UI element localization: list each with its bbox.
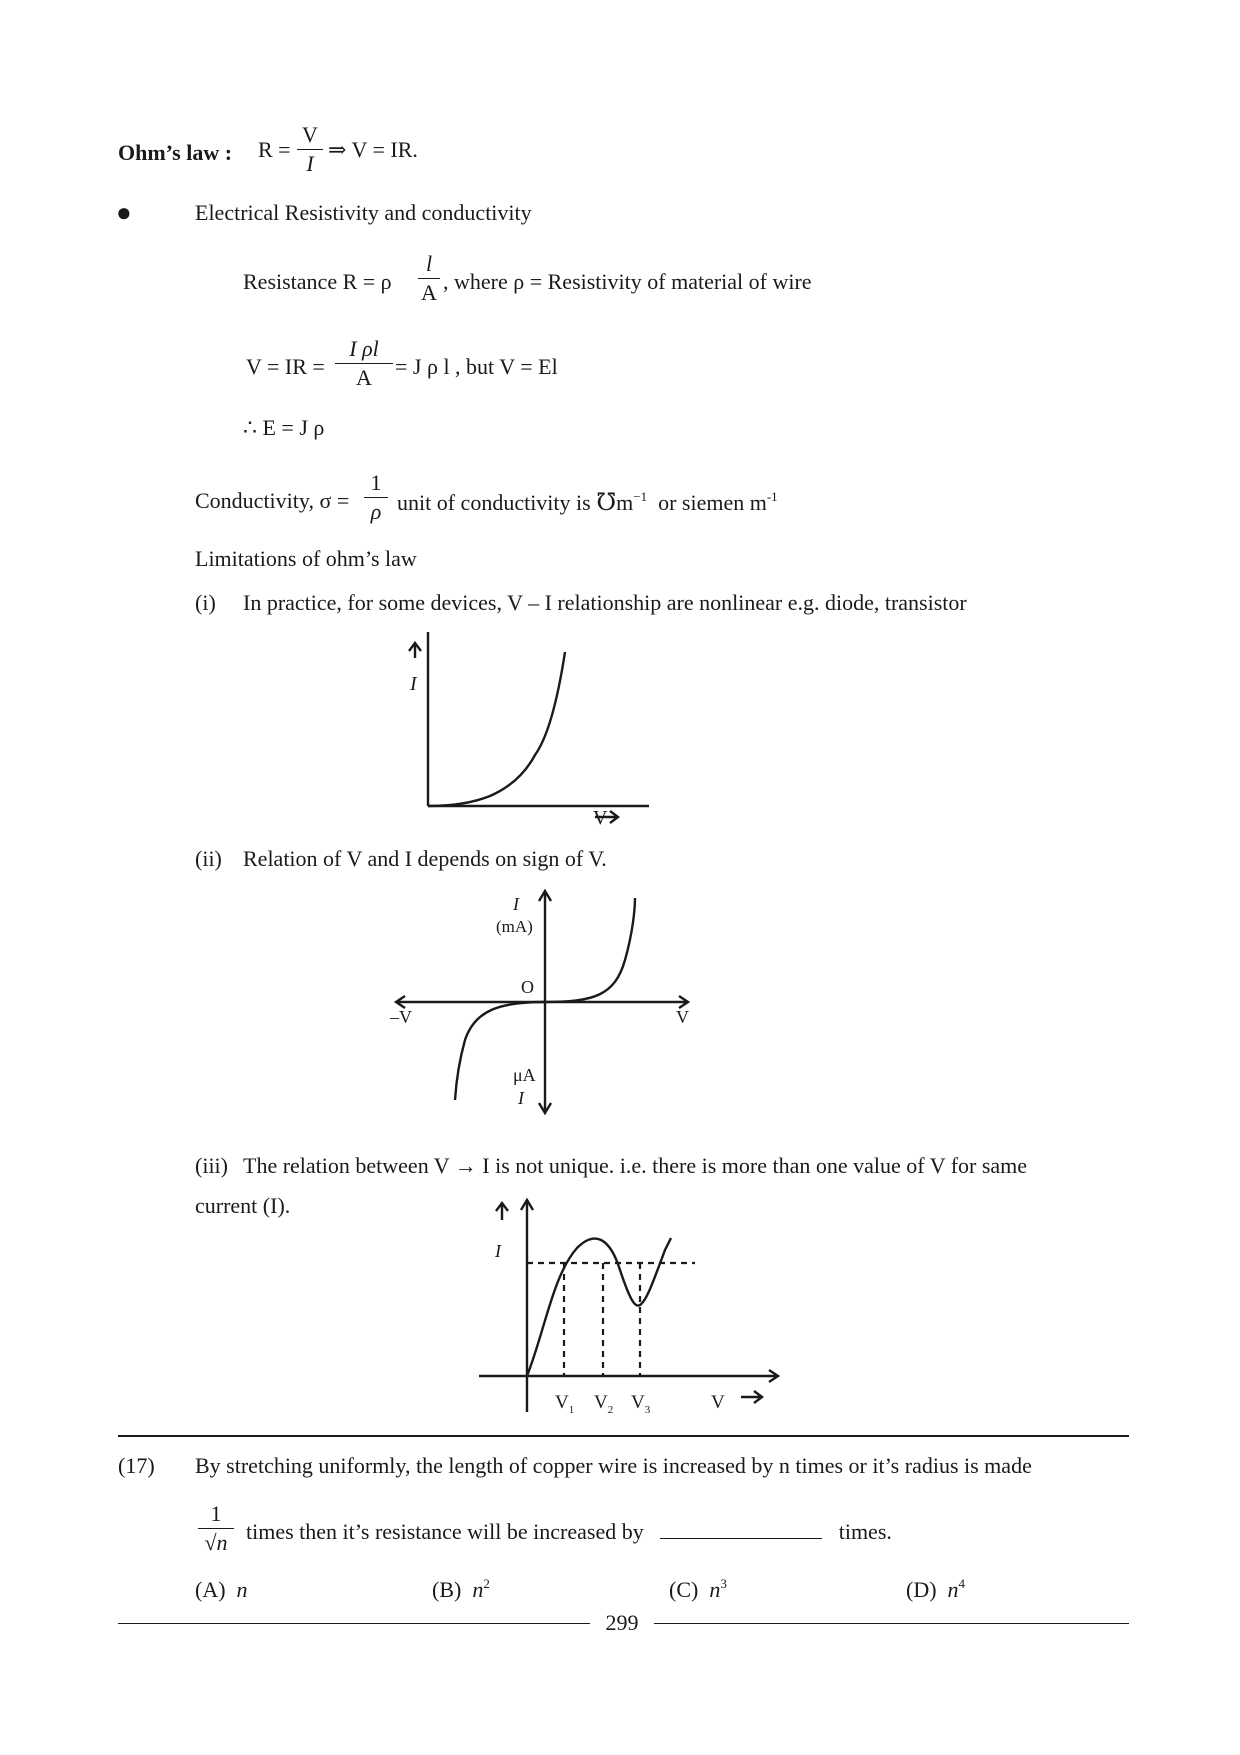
voltage-fraction (335, 338, 393, 389)
conductivity-fraction (364, 472, 388, 523)
fraction-bar (335, 363, 393, 364)
siemen-exponent: -1 (766, 489, 778, 504)
tick-v1-base: V (555, 1392, 569, 1413)
fraction-bar (198, 1528, 234, 1529)
option-d-base: n (947, 1577, 959, 1602)
option-c[interactable] (669, 1577, 727, 1601)
section-heading: Electrical Resistivity and conductivity (195, 200, 532, 225)
option-b-label: (B) (432, 1577, 462, 1602)
graph-nonlinear (395, 620, 655, 829)
tick-v3-sub: 3 (644, 1404, 651, 1416)
fraction-bar (297, 149, 323, 150)
y-label: I (495, 1241, 501, 1261)
option-b-exponent: 2 (483, 1576, 490, 1591)
bullet-icon: ● (116, 198, 132, 227)
option-d[interactable] (906, 1577, 965, 1601)
y-unit: (mA) (496, 917, 533, 936)
y-label: I (410, 673, 417, 695)
ohms-law-fraction (297, 124, 323, 175)
curve (527, 1238, 671, 1376)
option-b[interactable] (432, 1577, 490, 1601)
ohms-law-numerator: V (302, 122, 318, 147)
ohms-law-denominator: I (306, 151, 314, 176)
fraction-bar (418, 278, 440, 279)
question-fraction (198, 1503, 234, 1554)
voltage-prefix: V = IR = (246, 354, 325, 379)
origin-label: O (521, 977, 534, 997)
ohms-law-lhs: R = (258, 137, 291, 162)
option-d-exponent: 4 (958, 1576, 966, 1591)
item-text-i: In practice, for some devices, V – I relationship are nonlinear e.g. diode, transistor (243, 590, 967, 615)
x-label: V (593, 807, 608, 829)
question-line-2-suffix: times. (838, 1519, 892, 1544)
graph-non-unique (475, 1190, 795, 1420)
neg-y-unit: μA (513, 1065, 536, 1085)
conductivity-denominator: ρ (370, 499, 382, 524)
unit-text: unit of conductivity is (397, 490, 591, 515)
resistance-prefix: Resistance R = ρ (243, 269, 392, 294)
curve (545, 898, 635, 1002)
tick-v2 (594, 1392, 613, 1416)
conductivity-numerator: 1 (370, 470, 382, 495)
tick-v3 (631, 1392, 651, 1416)
curve (428, 652, 565, 806)
item-text-iii-continued: current (I). (195, 1193, 291, 1218)
question-number: (17) (118, 1453, 155, 1478)
option-c-base: n (709, 1577, 721, 1602)
conductivity-unit-line (397, 490, 778, 515)
item-number-iii: (iii) (195, 1153, 228, 1178)
option-b-base: n (472, 1577, 484, 1602)
resistance-fraction (418, 253, 440, 304)
unit-m: m (616, 490, 634, 515)
curve-negative (455, 1002, 545, 1100)
tick-v2-sub: 2 (607, 1404, 614, 1416)
option-a-label: (A) (195, 1577, 226, 1602)
ohms-law-rhs: ⇒ V = IR. (328, 137, 418, 162)
y-label: I (513, 894, 519, 914)
y-arrow-icon (409, 643, 421, 658)
question-line-2-prefix: times then it’s resistance will be increased by (246, 1519, 644, 1544)
siemen-text: or siemen m (658, 490, 767, 515)
option-a-base: n (236, 1577, 248, 1602)
fraction-bar (364, 497, 388, 498)
item-text-ii: Relation of V and I depends on sign of V. (243, 846, 607, 871)
x-arrow-icon (741, 1391, 762, 1403)
unit-exponent: −1 (633, 489, 648, 504)
neg-x-label: –V (390, 1007, 412, 1027)
conductivity-prefix: Conductivity, σ = (195, 488, 350, 513)
separator-rule (118, 1435, 1129, 1437)
option-c-exponent: 3 (720, 1576, 727, 1591)
footer-rule-left (118, 1623, 590, 1624)
question-numerator: 1 (210, 1501, 222, 1526)
x-label: V (676, 1007, 689, 1027)
resistance-suffix: , where ρ = Resistivity of material of wire (443, 269, 812, 294)
tick-v2-base: V (594, 1392, 608, 1413)
option-d-label: (D) (906, 1577, 937, 1602)
voltage-suffix: = J ρ l , but V = El (395, 354, 558, 379)
item-number-ii: (ii) (195, 846, 222, 871)
limitations-heading: Limitations of ohm’s law (195, 546, 417, 571)
resistance-denominator: A (421, 280, 437, 305)
question-line-1: By stretching uniformly, the length of copper wire is increased by n times or it’s radius is made (195, 1453, 1032, 1478)
item-number-i: (i) (195, 590, 216, 615)
resistance-numerator: l (425, 251, 433, 276)
graph-sign-dependent (385, 880, 725, 1120)
question-denominator: √n (204, 1530, 228, 1555)
tick-v1-sub: 1 (568, 1404, 575, 1416)
x-label: V (711, 1392, 725, 1413)
voltage-denominator: A (356, 365, 372, 390)
footer-rule-right (654, 1623, 1129, 1624)
answer-blank (660, 1520, 822, 1539)
option-a[interactable] (195, 1577, 248, 1601)
item-text-iii: The relation between V → I is not unique. i.e. there is more than one value of V for same (243, 1153, 1028, 1178)
y-arrow-icon (496, 1203, 508, 1220)
option-c-label: (C) (669, 1577, 699, 1602)
tick-v3-base: V (631, 1392, 645, 1413)
voltage-numerator: I ρl (349, 336, 379, 361)
tick-v1 (555, 1392, 574, 1416)
neg-y-label: I (518, 1088, 524, 1108)
page-number: 299 (605, 1610, 639, 1635)
therefore-line: ∴ E = J ρ (243, 415, 325, 440)
ohms-law-label: Ohm’s law : (118, 140, 233, 165)
question-line-2 (246, 1520, 892, 1543)
mho-icon: ℧ (596, 490, 617, 516)
